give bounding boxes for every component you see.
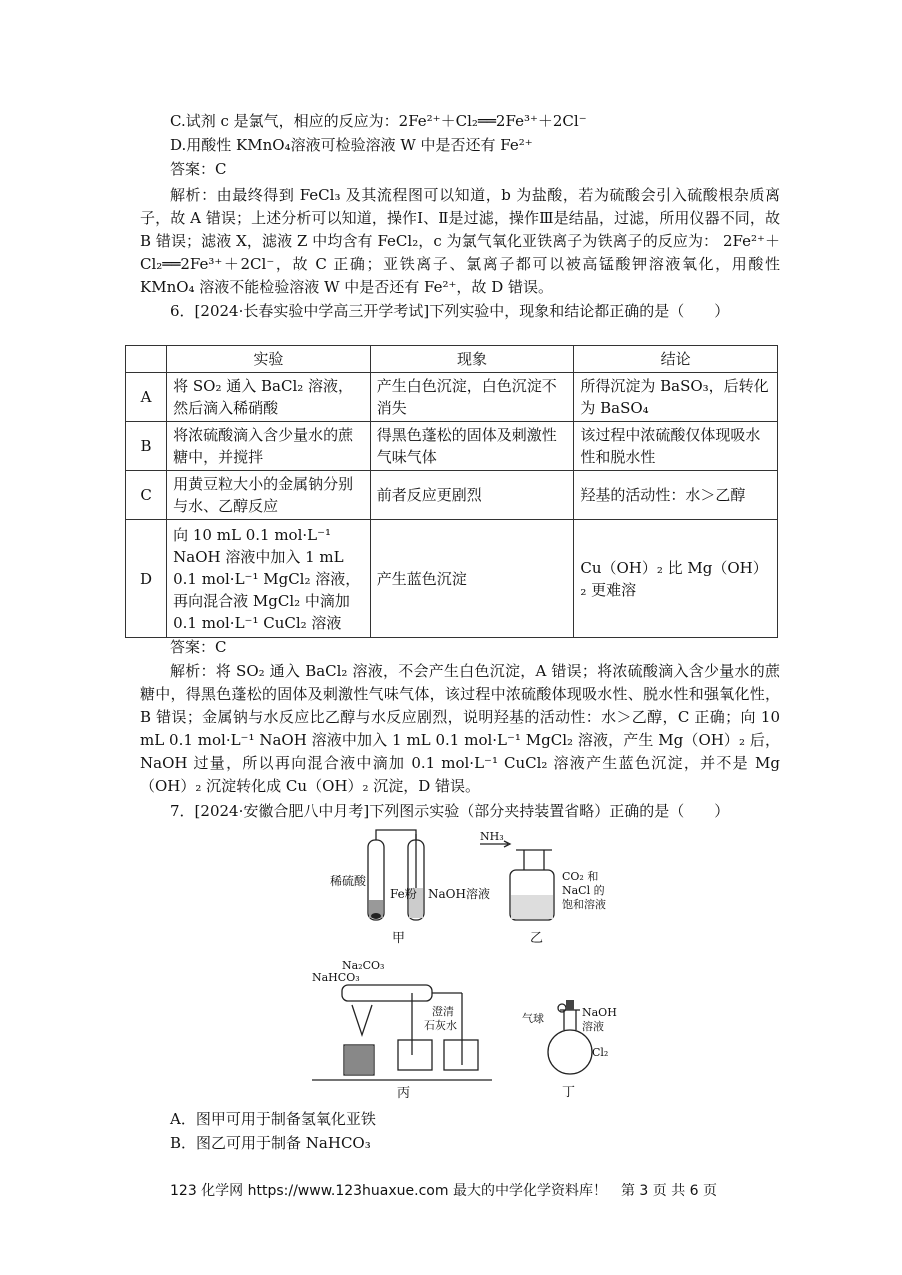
cell-conclusion: 所得沉淀为 BaSO₃，后转化为 BaSO₄: [574, 373, 778, 422]
row-label: A: [126, 373, 167, 422]
table-header: 实验: [167, 346, 371, 373]
figure-jia: [330, 830, 490, 946]
figure-label: 溶液: [582, 1020, 604, 1033]
figure-label: NaHCO₃: [312, 971, 360, 984]
cell-phenomenon: 产生蓝色沉淀: [370, 520, 574, 638]
figure-yi: [480, 830, 640, 945]
option-c: C.试剂 c 是氯气，相应的反应为：2Fe²⁺＋Cl₂══2Fe³⁺＋2Cl⁻: [170, 112, 587, 130]
row-label: C: [126, 471, 167, 520]
table-row: [126, 422, 778, 471]
table-header-row: [126, 346, 778, 373]
figure-label: CO₂ 和: [562, 870, 599, 883]
figure-caption: 乙: [530, 931, 544, 946]
table-header: 结论: [574, 346, 778, 373]
figure-label: Cl₂: [592, 1046, 609, 1059]
answer-5: 答案：C: [170, 160, 227, 178]
figure-label: Fe粉: [390, 887, 417, 901]
figure-bing: [312, 955, 492, 1100]
option-a-7: A．图甲可用于制备氢氧化亚铁: [170, 1110, 376, 1128]
analysis-6: 解析：将 SO₂ 通入 BaCl₂ 溶液，不会产生白色沉淀，A 错误；将浓硫酸滴入含少量水的蔗糖中，得黑色蓬松的固体及刺激性气味气体，该过程中浓硫酸体现吸水性、脱水性和强氧化性，B 错误；金属钠与水反应比乙醇与水反应剧烈，说明羟基的活动性：水＞乙醇，C 正确；向 10 mL 0.1 mol·L⁻¹ NaOH 溶液中加入 1 mL 0.1 mol·L⁻¹ MgCl₂ 溶液，产生 Mg（OH）₂ 后，NaOH 过量，所以再向混合液中滴加 0.1 mol·L⁻¹ CuCl₂ 溶液产生蓝色沉淀，并不是 Mg（OH）₂ 沉淀转化成 Cu（OH）₂ 沉淀，D 错误。: [140, 662, 780, 795]
answer-6: 答案：C: [170, 638, 227, 656]
figure-label: 气球: [522, 1012, 544, 1025]
figure-label: 饱和溶液: [562, 898, 606, 911]
table-row: [126, 373, 778, 422]
table-row: [126, 520, 778, 638]
cell-experiment: 将 SO₂ 通入 BaCl₂ 溶液，然后滴入稀硝酸: [167, 373, 371, 422]
figure-label: NaOH: [582, 1006, 617, 1019]
figure-label: NH₃: [480, 830, 504, 843]
figure-label: 澄清: [432, 1005, 454, 1018]
table-header: 现象: [370, 346, 574, 373]
question-6-stem: 6．[2024·长春实验中学高三开学考试]下列实验中，现象和结论都正确的是（ ）: [170, 302, 730, 320]
figure-ding: [520, 990, 640, 1100]
question-7-stem: 7．[2024·安徽合肥八中月考]下列图示实验（部分夹持装置省略）正确的是（ ）: [170, 802, 730, 820]
option-b-7: B．图乙可用于制备 NaHCO₃: [170, 1134, 371, 1152]
row-label: D: [126, 520, 167, 638]
figure-caption: 丁: [562, 1085, 576, 1100]
table-header: [126, 346, 167, 373]
figure-label: 稀硫酸: [330, 874, 367, 888]
figure-label: NaOH溶液: [428, 887, 490, 901]
figure-label: NaCl 的: [562, 884, 605, 897]
figure-caption: 甲: [392, 931, 406, 946]
cell-conclusion: 该过程中浓硫酸仅体现吸水性和脱水性: [574, 422, 778, 471]
cell-phenomenon: 产生白色沉淀，白色沉淀不消失: [370, 373, 574, 422]
cell-experiment: 用黄豆粒大小的金属钠分别与水、乙醇反应: [167, 471, 371, 520]
cell-experiment: 向 10 mL 0.1 mol·L⁻¹ NaOH 溶液中加入 1 mL 0.1 mol·L⁻¹ MgCl₂ 溶液，再向混合液 MgCl₂ 中滴加 0.1 mol·L⁻¹ CuCl₂ 溶液: [167, 520, 371, 638]
table-row: [126, 471, 778, 520]
analysis-5: 解析：由最终得到 FeCl₃ 及其流程图可以知道，b 为盐酸，若为硫酸会引入硫酸根杂质离子，故 A 错误；上述分析可以知道，操作Ⅰ、Ⅱ是过滤，操作Ⅲ是结晶，过滤，所用仪器不同，故 B 错误；滤液 X，滤液 Z 中均含有 FeCl₂，c 为氯气氧化亚铁离子为铁离子的反应为： 2Fe²⁺＋Cl₂══2Fe³⁺＋2Cl⁻，故 C 正确；亚铁离子、氯离子都可以被高锰酸钾溶液氧化，用酸性 KMnO₄ 溶液不能检验溶液 W 中是否还有 Fe²⁺，故 D 错误。: [140, 186, 780, 296]
option-d: D.用酸性 KMnO₄溶液可检验溶液 W 中是否还有 Fe²⁺: [170, 136, 533, 154]
cell-phenomenon: 得黑色蓬松的固体及刺激性气味气体: [370, 422, 574, 471]
question-6-table: [125, 345, 778, 638]
figure-label: 石灰水: [424, 1019, 457, 1032]
figure-label: Na₂CO₃: [342, 959, 385, 972]
figure-caption: 丙: [397, 1086, 411, 1101]
cell-conclusion: Cu（OH）₂ 比 Mg（OH）₂ 更难溶: [574, 520, 778, 638]
page-footer: 123 化学网 https://www.123huaxue.com 最大的中学化学资料库！ 第 3 页 共 6 页: [170, 1183, 718, 1199]
cell-phenomenon: 前者反应更剧烈: [370, 471, 574, 520]
cell-experiment: 将浓硫酸滴入含少量水的蔗糖中，并搅拌: [167, 422, 371, 471]
cell-conclusion: 羟基的活动性：水＞乙醇: [574, 471, 778, 520]
row-label: B: [126, 422, 167, 471]
